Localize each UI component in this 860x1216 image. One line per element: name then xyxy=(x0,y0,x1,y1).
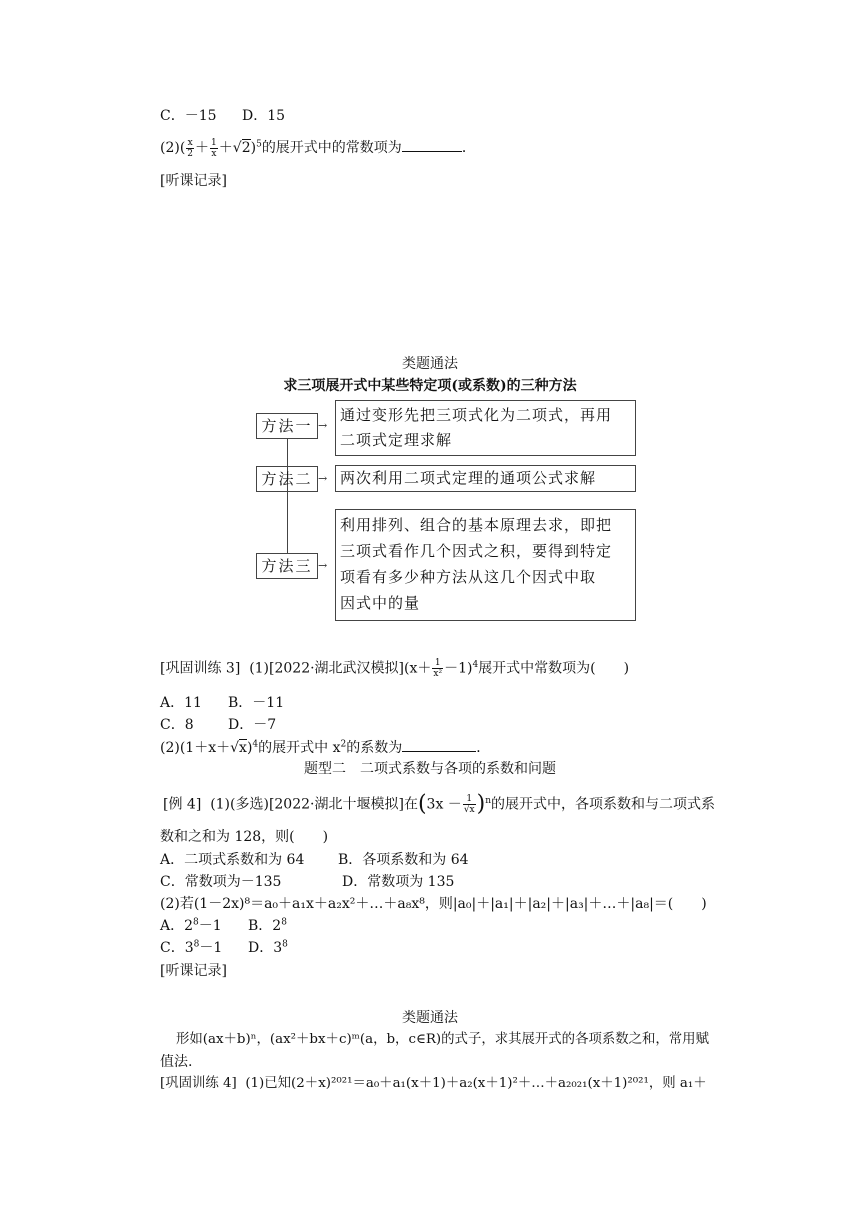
arrow-icon: → xyxy=(318,559,328,572)
method-2-desc: 两次利用二项式定理的通项公式求解 xyxy=(335,465,636,492)
method-1-desc: 通过变形先把三项式化为二项式，再用 二项式定理求解 xyxy=(335,400,636,456)
method-2-label: 方法二 xyxy=(256,466,318,492)
p3-option-a: A．11 xyxy=(160,695,202,711)
section-heading: 类题通法 xyxy=(402,356,458,372)
method-2-line-2: 值法. xyxy=(160,1054,193,1070)
ex4-option-d: D．常数项为 135 xyxy=(342,874,455,890)
practice-3-question-2: $(2)(1+x+√x)^4$的展开式中 $x^2$的系数为 ． xyxy=(160,737,490,758)
answer-blank[interactable] xyxy=(402,137,462,152)
ex4-option-c: C．常数项为－135 xyxy=(160,874,282,890)
method-2-line-1: 形如(ax＋b)ⁿ，(ax²＋bx＋c)ᵐ(a，b，c∈R)的式子，求其展开式的各项系数之和，常用赋 xyxy=(176,1032,709,1047)
answer-blank[interactable] xyxy=(402,737,476,752)
option-d: D．15 xyxy=(242,108,286,124)
section-heading: 类题通法 xyxy=(402,1010,458,1026)
question-2: (2)( $\frac{x}{2}$ ＋ $\frac{1}{x}$ ＋√2)$^5$的展开式中的常数项为 ． xyxy=(160,137,476,159)
p3-option-d: D．－7 xyxy=(228,717,277,733)
method-1-label: 方法一 xyxy=(256,413,318,439)
p3-option-b: B．－11 xyxy=(228,695,285,711)
example-4-question-2: (2)若(1－2x)⁸＝a₀＋a₁x＋a₂x²＋…＋a₈x⁸，则|a₀|＋|a₁|＋|a₂|＋|a₃|＋…＋|a₈|＝( ) xyxy=(160,896,707,912)
option-c: C．－15 xyxy=(160,108,217,124)
listening-record-label: [听课记录] xyxy=(160,963,227,979)
example-4-question-1-cont: 数和之和为 128，则( ) xyxy=(160,829,329,845)
method-title: 求三项展开式中某些特定项(或系数)的三种方法 xyxy=(283,378,577,394)
arrow-icon: → xyxy=(318,472,328,485)
ex4-option-a: A．二项式系数和为 64 xyxy=(160,852,305,868)
ex4-q2-option-a: A．$2^8-1$ xyxy=(160,917,222,934)
fraction-1-over-x2: $\frac{1}{\text{x²}}$ xyxy=(433,658,443,679)
type-2-heading: 题型二 二项式系数与各项的系数和问题 xyxy=(304,761,556,777)
arrow-icon: → xyxy=(318,419,328,432)
method-3-desc: 利用排列、组合的基本原理去求，即把 三项式看作几个因式之积，要得到特定 项看有多少种方法从这几个因式中取 因式中的量 xyxy=(335,509,636,621)
ex4-q2-option-b: B．$2^8$ xyxy=(248,917,287,934)
example-4-question-1: [例 4] (1)(多选)[2022·湖北十堰模拟]在(3x － $\frac{1}{√x}$ )$^n$的展开式中，各项系数和与二项式系 xyxy=(163,791,716,817)
fraction-x-over-2: $\frac{x}{2}$ xyxy=(187,137,194,159)
practice-4-question-1: [巩固训练 4] (1)已知(2＋x)²⁰²¹＝a₀＋a₁(x＋1)＋a₂(x＋1)²＋…＋a₂₀₂₁(x＋1)²⁰²¹，则 a₁＋ xyxy=(160,1076,707,1091)
ex4-q2-option-d: D．$3^8$ xyxy=(248,939,288,956)
ex4-q2-option-c: C．$3^8-1$ xyxy=(160,939,223,956)
fraction-1-over-x: $\frac{1}{x}$ xyxy=(211,137,217,159)
ex4-option-b: B．各项系数和为 64 xyxy=(338,852,469,868)
listening-record-label: [听课记录] xyxy=(160,173,227,189)
practice-3-question-1: [巩固训练 3] (1)[2022·湖北武汉模拟](x＋ $\frac{1}{\text{x²}}$ －1)$^4$展开式中常数项为( ) xyxy=(160,658,630,679)
p3-option-c: C．8 xyxy=(160,717,194,733)
connector-line xyxy=(287,438,288,554)
method-3-label: 方法三 xyxy=(256,553,318,579)
fraction-1-over-sqrt-x: $\frac{1}{√x}$ xyxy=(463,794,475,815)
